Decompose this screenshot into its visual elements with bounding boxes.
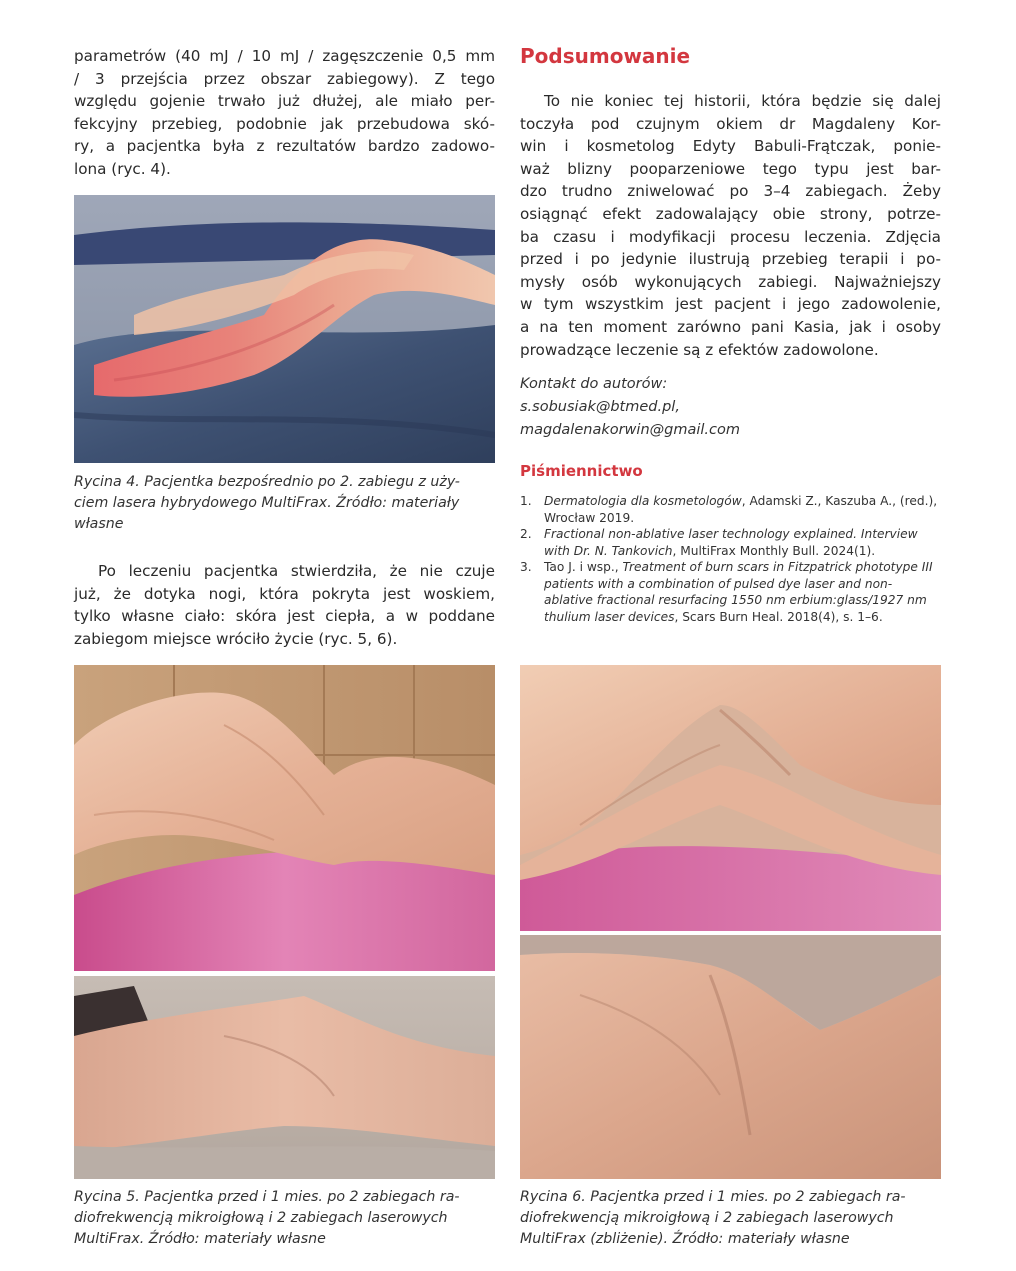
reference-details: , Adamski Z., Kaszuba A., (red.), Wrocław 2019. — [544, 494, 938, 525]
caption-line: ciem lasera hybrydowego MultiFrax. Źródło: materiały — [74, 495, 460, 511]
text-line: mysły osób wykonujących zabiegi. Najważniejszy — [520, 272, 941, 291]
summary-paragraph — [520, 90, 941, 361]
reference-title: Treatment of burn scars in Fitzpatrick phototype III patients with a combination of pulsed dye laser and non-ablative fractional resurfacing 1550 nm erbium:glass/1927 nm thulium laser devices — [544, 560, 933, 624]
figure-4-photo — [74, 195, 495, 463]
text-line: tylko własne ciało: skóra jest ciepła, a w poddane — [74, 607, 495, 626]
text-line: Po leczeniu pacjentka stwierdziła, że nie czuje — [98, 562, 495, 580]
contact-label: Kontakt do autorów: — [520, 376, 668, 392]
reference-title: Dermatologia dla kosmetologów — [544, 494, 742, 508]
caption-line: diofrekwencją mikroigłową i 2 zabiegach laserowych — [74, 1210, 448, 1226]
text-line: win i kosmetolog Edyty Babuli-Frątczak, ponie- — [520, 137, 941, 156]
references-heading: Piśmiennictwo — [520, 462, 643, 480]
figure-5-photo-after — [74, 976, 495, 1179]
author-contact — [520, 373, 941, 442]
text-line: a na ten moment zarówno pani Kasia, jak i osoby — [520, 317, 941, 336]
caption-line: diofrekwencją mikroigłową i 2 zabiegach laserowych — [520, 1210, 894, 1226]
text-line: prowadzące leczenie są z efektów zadowolone. — [520, 340, 879, 359]
contact-email[interactable]: magdalenakorwin@gmail.com — [520, 422, 740, 438]
text-line: zabiegom miejsce wróciło życie (ryc. 5, 6). — [74, 629, 398, 648]
left-mid-paragraph — [74, 560, 495, 650]
caption-line: MultiFrax (zbliżenie). Źródło: materiały własne — [520, 1231, 850, 1247]
references-list — [520, 493, 941, 625]
contact-email[interactable]: s.sobusiak@btmed.pl, — [520, 399, 680, 415]
text-line: toczyła pod czujnym okiem dr Magdaleny Kor- — [520, 114, 941, 133]
caption-line: własne — [74, 516, 124, 532]
reference-number: 1. — [520, 494, 532, 508]
text-line: ry, a pacjentka była z rezultatów bardzo zadowo- — [74, 137, 495, 156]
text-line: dzo trudno zniwelować po 3–4 zabiegach. Żeby — [520, 182, 941, 201]
reference-number: 2. — [520, 527, 532, 541]
reference-item — [520, 526, 941, 559]
left-top-paragraph — [74, 45, 495, 181]
text-line: / 3 przejścia przez obszar zabiegowy). Z tego — [74, 69, 495, 88]
caption-line: Rycina 5. Pacjentka przed i 1 mies. po 2 zabiegach ra- — [74, 1189, 460, 1205]
text-line: osiągnąć efekt zadowalający obie strony, potrze- — [520, 204, 941, 223]
figure-6-photo-before — [520, 665, 941, 931]
reference-title: Fractional non-ablative laser technology explained. Interview with Dr. N. Tankovich — [544, 527, 918, 558]
caption-line: MultiFrax. Źródło: materiały własne — [74, 1231, 326, 1247]
summary-heading: Podsumowanie — [520, 44, 691, 68]
text-line: już, że dotyka nogi, która pokryta jest woskiem, — [74, 584, 495, 603]
reference-item — [520, 493, 941, 526]
text-line: względu gojenie trwało już dłużej, ale miało per- — [74, 92, 495, 111]
text-line: parametrów (40 mJ / 10 mJ / zagęszczenie 0,5 mm — [74, 47, 495, 65]
reference-details: , Scars Burn Heal. 2018(4), s. 1–6. — [674, 609, 883, 624]
figure-5-caption — [74, 1187, 499, 1250]
text-line: lona (ryc. 4). — [74, 159, 171, 178]
figure-4-caption — [74, 472, 499, 535]
reference-number: 3. — [520, 560, 532, 574]
figure-5-photo-before — [74, 665, 495, 971]
caption-line: Rycina 4. Pacjentka bezpośrednio po 2. zabiegu z uży- — [74, 474, 460, 490]
text-line: ba czasu i modyfikacji procesu leczenia. Zdjęcia — [520, 227, 941, 246]
text-line: w tym wszystkim jest pacjent i jego zadowolenie, — [520, 295, 941, 314]
text-line: waż blizny pooparzeniowe tego typu jest bar- — [520, 159, 941, 178]
text-line: przed i po jedynie ilustrują przebieg terapii i po- — [520, 250, 941, 269]
figure-6-caption — [520, 1187, 945, 1250]
caption-line: Rycina 6. Pacjentka przed i 1 mies. po 2 zabiegach ra- — [520, 1189, 906, 1205]
text-line: To nie koniec tej historii, która będzie się dalej — [544, 92, 941, 110]
figure-6-photo-after — [520, 935, 941, 1179]
reference-authors: Tao J. i wsp., — [544, 560, 623, 574]
reference-item — [520, 559, 941, 625]
reference-details: , MultiFrax Monthly Bull. 2024(1). — [672, 543, 876, 558]
text-line: fekcyjny przebieg, podobnie jak przebudowa skó- — [74, 114, 495, 133]
